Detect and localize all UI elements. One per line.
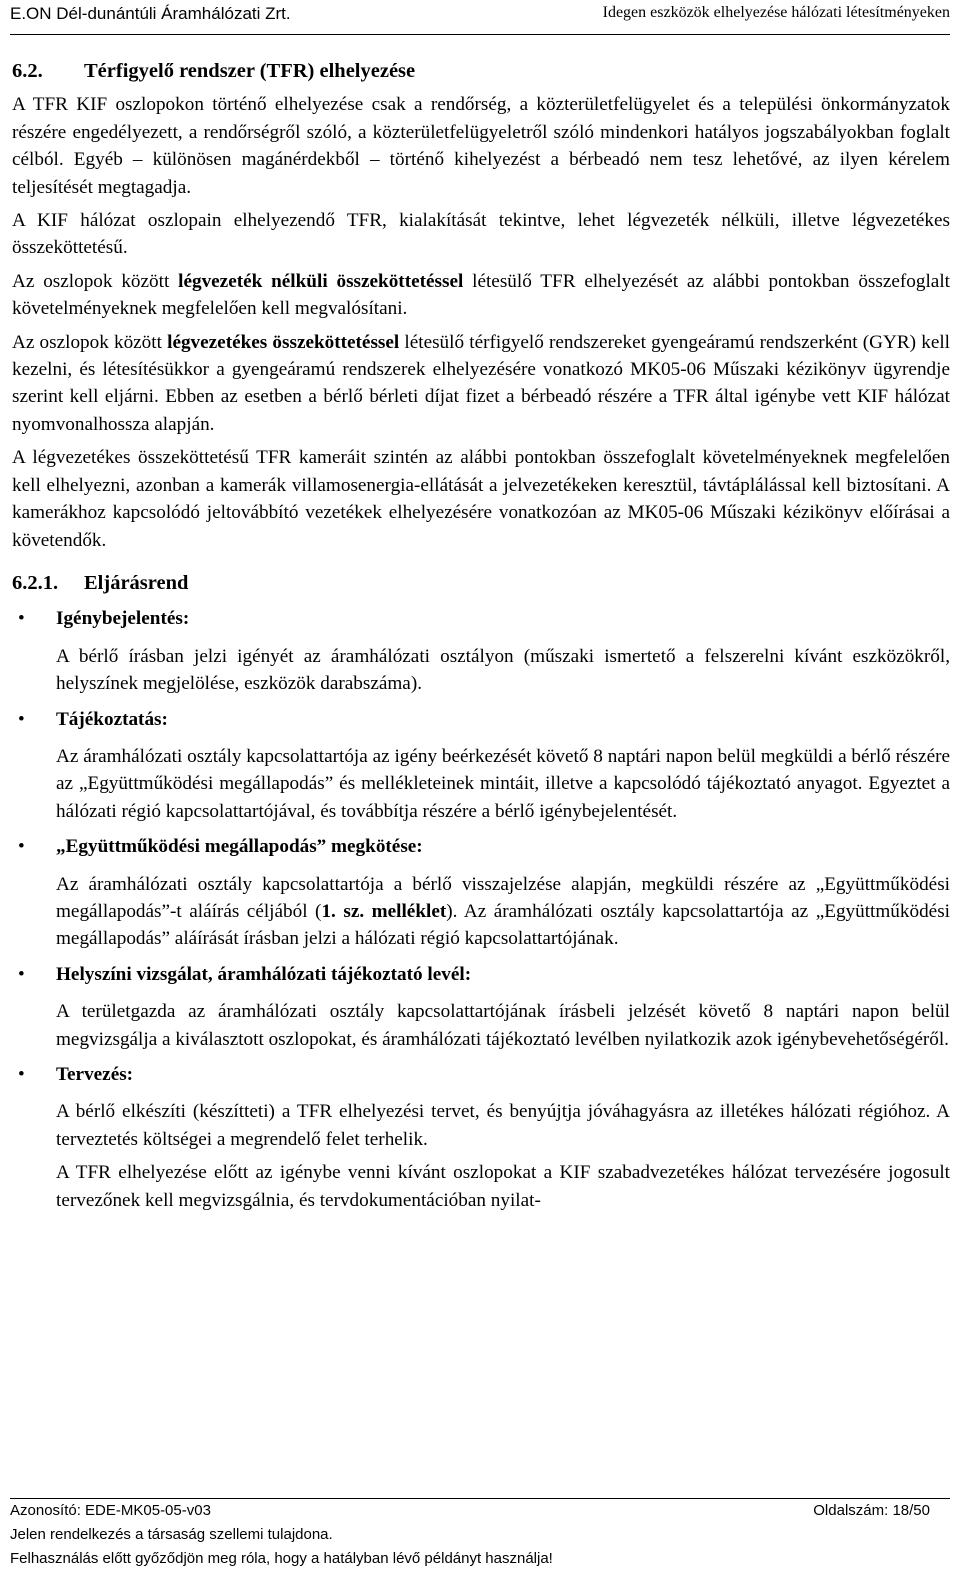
item-body-text-end: ). Az áramhálózati osztály kapcsolattartója az „Együttműködési megállapodás” aláírását írásban jelzi a hálózati régió kapcsolattartójának. [56,900,950,950]
list-item [12,605,950,697]
paragraph-1: A TFR KIF oszlopokon történő elhelyezése csak a rendőrség, a közterületfelügyelet és a települési önkormányzatok részére engedélyezett, a rendőrségről szóló, a közterületfelügyeletről szóló mindenkori hatályos jogszabályokban foglalt célból. Egyéb – különösen magánérdekből – történő kihelyezést a bérbeadó nem tesz lehetővé, az ilyen kérelem teljesítését megtagadja. [12,94,950,198]
paragraph-3-bold: légvezeték nélküli összeköttetéssel [178,270,464,292]
section-number: 6.2. [12,60,43,82]
item-title: Helyszíni vizsgálat, áramhálózati tájékoztató levél: [56,963,472,985]
page-header [10,0,950,35]
list-item [12,1061,950,1214]
paragraph-3 [12,268,950,323]
footer-line-ownership: Jelen rendelkezés a társaság szellemi tulajdona. [10,1526,333,1543]
paragraph-2: A KIF hálózat oszlopain elhelyezendő TFR, kialakítását tekintve, lehet légvezeték nélküli, illetve légvezetékes összeköttetésű. [12,210,950,259]
item-body-2: A TFR elhelyezése előtt az igénybe venni kívánt oszlopokat a KIF szabadvezetékes hálózat tervezésére jogosult tervezőnek kell megvizsgálnia, és tervdokumentációban nyilat- [56,1162,950,1211]
item-body: Az áramhálózati osztály kapcsolattartója az igény beérkezését követő 8 naptári napon belül megküldi a bérlő részére az „Együttműködési megállapodás” és mellékleteinek mintáit, illetve a kapcsolódó tájékoztató anyagot. Egyeztet a hálózati régió kapcsolattartójával, és továbbítja részére a bérlő igénybejelentését. [56,745,950,822]
subsection-heading [12,570,950,597]
section-heading [12,58,950,85]
document-id: Azonosító: EDE-MK05-05-v03 [10,1502,211,1519]
bullet-icon: • [18,836,25,858]
item-body-bold: 1. sz. melléklet [321,900,447,922]
subsection-number: 6.2.1. [12,571,59,594]
item-title: Tájékoztatás: [56,708,168,730]
item-title: Tervezés: [56,1064,134,1085]
item-title: Igénybejelentés: [56,608,190,630]
page-footer [10,1498,950,1581]
section-title: Térfigyelő rendszer (TFR) elhelyezése [84,60,416,82]
paragraph-4-bold: légvezetékes összeköttetéssel [167,331,400,353]
list-item [12,961,950,1053]
paragraph-4-text-end: létesülő térfigyelő rendszereket gyengeáramú rendszerként (GYR) kell kezelni, és létesítésükkor a gyengeáramú rendszerek elhelyezésére vonatkozó MK05-06 Műszaki kézikönyv ügyrendje szerint kell eljárni. Ebben az esetben a bérlő bérleti díjat fizet a bérbeadó részére a TFR által igénybe vett KIF hálózat nyomvonalhossza alapján. [12,331,951,435]
paragraph-3-text-end: létesülő TFR elhelyezését az alábbi pontokban összefoglalt követelményeknek megfelelően kell megvalósítani. [12,270,950,320]
bullet-icon: • [18,608,25,630]
bullet-icon: • [18,708,25,730]
item-body: A bérlő elkészíti (készítteti) a TFR elhelyezési tervet, és benyújtja jóváhagyásra az illetékes hálózati régióhoz. A terveztetés költségei a megrendelő felet terhelik. [56,1101,950,1150]
page-number: Oldalszám: 18/50 [813,1502,930,1519]
list-item [12,833,950,953]
paragraph-4-text: Az oszlopok között [12,331,168,353]
paragraph-4 [12,329,950,439]
bullet-icon: • [18,1064,25,1085]
paragraph-5: A légvezetékes összeköttetésű TFR kameráit szintén az alábbi pontokban összefoglalt követelményeknek megfelelően kell elhelyezni, azonban a kamerák villamosenergia-ellátását a jelvezetékeken keresztül, távtáplálással kell biztosítani. A kamerákhoz kapcsolódó jeltovábbító vezetékek elhelyezésére vonatkozóan az MK05-06 Műszaki kézikönyv előírásai a követendők. [12,447,950,551]
item-body [56,871,950,953]
list-item [12,706,950,826]
item-title: „Együttműködési megállapodás” megkötése: [56,836,423,858]
bullet-icon: • [18,963,25,985]
page-content [12,58,950,1222]
footer-line-validity: Felhasználás előtt győződjön meg róla, hogy a hatályban lévő példányt használja! [10,1550,553,1567]
procedure-list [12,605,950,1214]
subsection-title: Eljárásrend [84,571,189,594]
item-body: A területgazda az áramhálózati osztály kapcsolattartójának írásbeli jelzését követő 8 naptári napon belül megvizsgálja a kiválasztott oszlopokat, és áramhálózati tájékoztató levélben nyilatkozik azok igénybevehetőségéről. [56,1001,950,1050]
header-company: E.ON Dél-dunántúli Áramhálózati Zrt. [10,4,291,23]
header-doc-title: Idegen eszközök elhelyezése hálózati létesítményeken [602,4,950,21]
item-body-text: Az áramhálózati osztály kapcsolattartója a bérlő visszajelzése alapján, megküldi részére az „Együttműködési megállapodás”-t aláírás céljából ( [56,873,950,922]
item-body: A bérlő írásban jelzi igényét az áramhálózati osztályon (műszaki ismertető a felszerelni kívánt eszközökről, helyszínek megjelölése, eszközök darabszáma). [56,645,950,695]
paragraph-3-text: Az oszlopok között [12,270,179,292]
